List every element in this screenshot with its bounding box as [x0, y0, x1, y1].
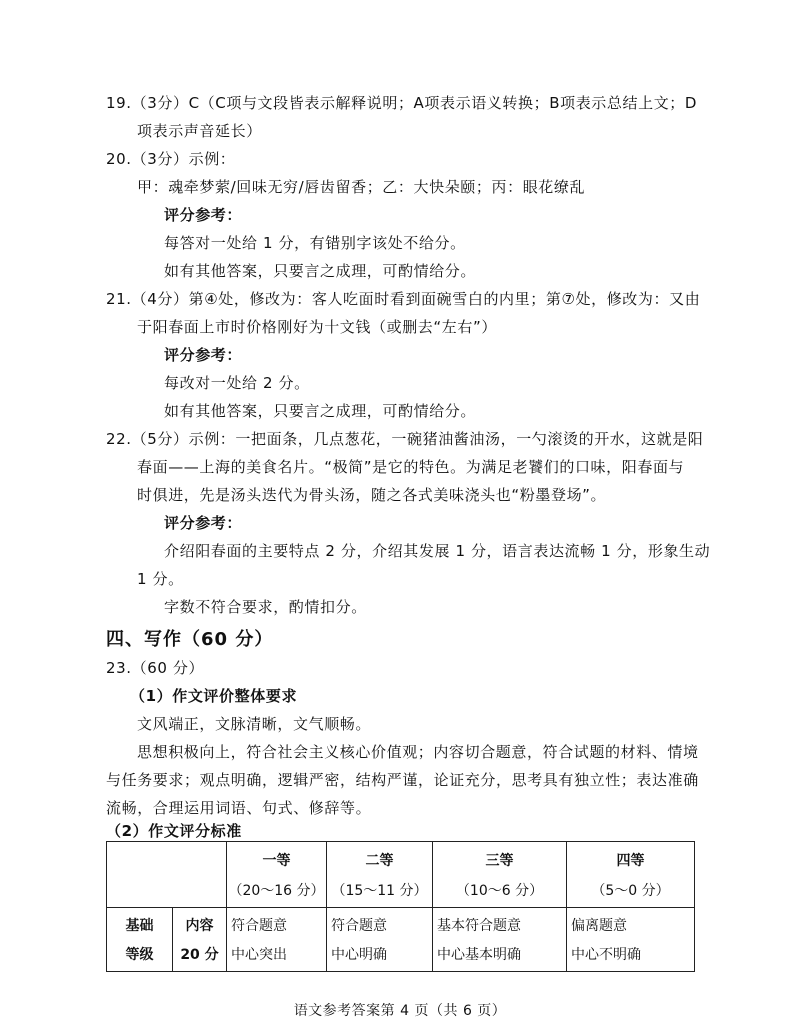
q22-ref-1-cont: 1 分。 — [137, 570, 184, 588]
q21-line-2: 于阳春面上市时价格刚好为十文钱（或删去“左右”） — [137, 318, 497, 336]
cell-line: 符合题意 — [231, 918, 287, 934]
q19-line-1: 19.（3分）C（C项与文段皆表示解释说明；A项表示语义转换；B项表示总结上文；D — [106, 94, 698, 112]
q22-line-2: 春面——上海的美食名片。“极简”是它的特色。为满足老饕们的口味，阳春面与 — [137, 458, 685, 476]
row-label-line: 基础 — [125, 918, 154, 934]
grade-range: （10～6 分） — [455, 883, 544, 899]
table-cell — [227, 908, 327, 972]
paragraph-2-line-2: 与任务要求；观点明确，逻辑严密，结构严谨，论证充分，思考具有独立性；表达准确 — [106, 771, 699, 789]
grade-name: 二等 — [365, 853, 394, 869]
paragraph-2-line-3: 流畅，合理运用词语、句式、修辞等。 — [106, 799, 372, 817]
sub-heading-2: （2）作文评分标准 — [106, 822, 242, 840]
q21-ref-1: 每改对一处给 2 分。 — [164, 374, 310, 392]
table-header-grade-3 — [433, 842, 567, 908]
section-title: 四、写作（60 分） — [106, 629, 274, 650]
q21-ref-title: 评分参考： — [164, 346, 243, 364]
q22-ref-2: 字数不符合要求，酌情扣分。 — [164, 598, 367, 616]
grade-range: （20～16 分） — [228, 883, 325, 899]
table-corner-cell — [107, 842, 227, 908]
q22-line-3: 时俱进，先是汤头迭代为骨头汤，随之各式美味浇头也“粉墨登场”。 — [137, 486, 607, 504]
table-cell — [327, 908, 433, 972]
table-header-grade-1 — [227, 842, 327, 908]
cell-line: 中心不明确 — [571, 947, 641, 963]
row-sublabel-content — [173, 908, 227, 972]
grade-range: （5～0 分） — [591, 883, 670, 899]
cell-line: 中心突出 — [231, 947, 287, 963]
grade-range: （15～11 分） — [331, 883, 428, 899]
sub-heading-1: （1）作文评价整体要求 — [130, 687, 298, 705]
sublabel-line: 内容 — [185, 918, 214, 934]
q22-ref-1: 介绍阳春面的主要特点 2 分，介绍其发展 1 分，语言表达流畅 1 分，形象生动 — [164, 542, 711, 560]
q20-answer: 甲：魂牵梦萦/回味无穷/唇齿留香；乙：大快朵颐；丙：眼花缭乱 — [137, 178, 586, 196]
table-row — [107, 908, 695, 972]
grade-name: 一等 — [262, 853, 291, 869]
row-label-line: 等级 — [125, 947, 154, 963]
cell-line: 符合题意 — [331, 918, 387, 934]
paragraph-2-line-1: 思想积极向上，符合社会主义核心价值观；内容切合题意，符合试题的材料、情境 — [137, 743, 699, 761]
page-footer: 语文参考答案第 4 页（共 6 页） — [293, 1003, 507, 1019]
table-header-grade-2 — [327, 842, 433, 908]
q22-line-1: 22.（5分）示例：一把面条，几点葱花，一碗猪油酱油汤，一勺滚烫的开水，这就是阳 — [106, 430, 704, 448]
q21-line-1: 21.（4分）第④处，修改为：客人吃面时看到面碗雪白的内里；第⑦处，修改为：又由 — [106, 290, 701, 308]
grading-table — [106, 841, 695, 972]
cell-line: 偏离题意 — [571, 918, 627, 934]
q23-heading: 23.（60 分） — [106, 659, 205, 677]
q21-ref-2: 如有其他答案，只要言之成理，可酌情给分。 — [164, 402, 477, 420]
q20-ref-1: 每答对一处给 1 分，有错别字该处不给分。 — [164, 234, 466, 252]
table-header-grade-4 — [567, 842, 695, 908]
q20-heading: 20.（3分）示例： — [106, 150, 236, 168]
row-label-basic-level — [107, 908, 173, 972]
table-header-row — [107, 842, 695, 908]
grade-name: 三等 — [485, 853, 514, 869]
cell-line: 中心基本明确 — [437, 947, 521, 963]
table-cell — [567, 908, 695, 972]
grade-name: 四等 — [616, 853, 645, 869]
q19-line-2: 项表示声音延长） — [137, 122, 262, 140]
cell-line: 中心明确 — [331, 947, 387, 963]
q20-ref-title: 评分参考： — [164, 206, 243, 224]
sublabel-line: 20 分 — [180, 947, 219, 963]
cell-line: 基本符合题意 — [437, 918, 521, 934]
paragraph-1: 文风端正，文脉清晰，文气顺畅。 — [137, 715, 372, 733]
q22-ref-title: 评分参考： — [164, 514, 243, 532]
table-cell — [433, 908, 567, 972]
q20-ref-2: 如有其他答案，只要言之成理，可酌情给分。 — [164, 262, 477, 280]
